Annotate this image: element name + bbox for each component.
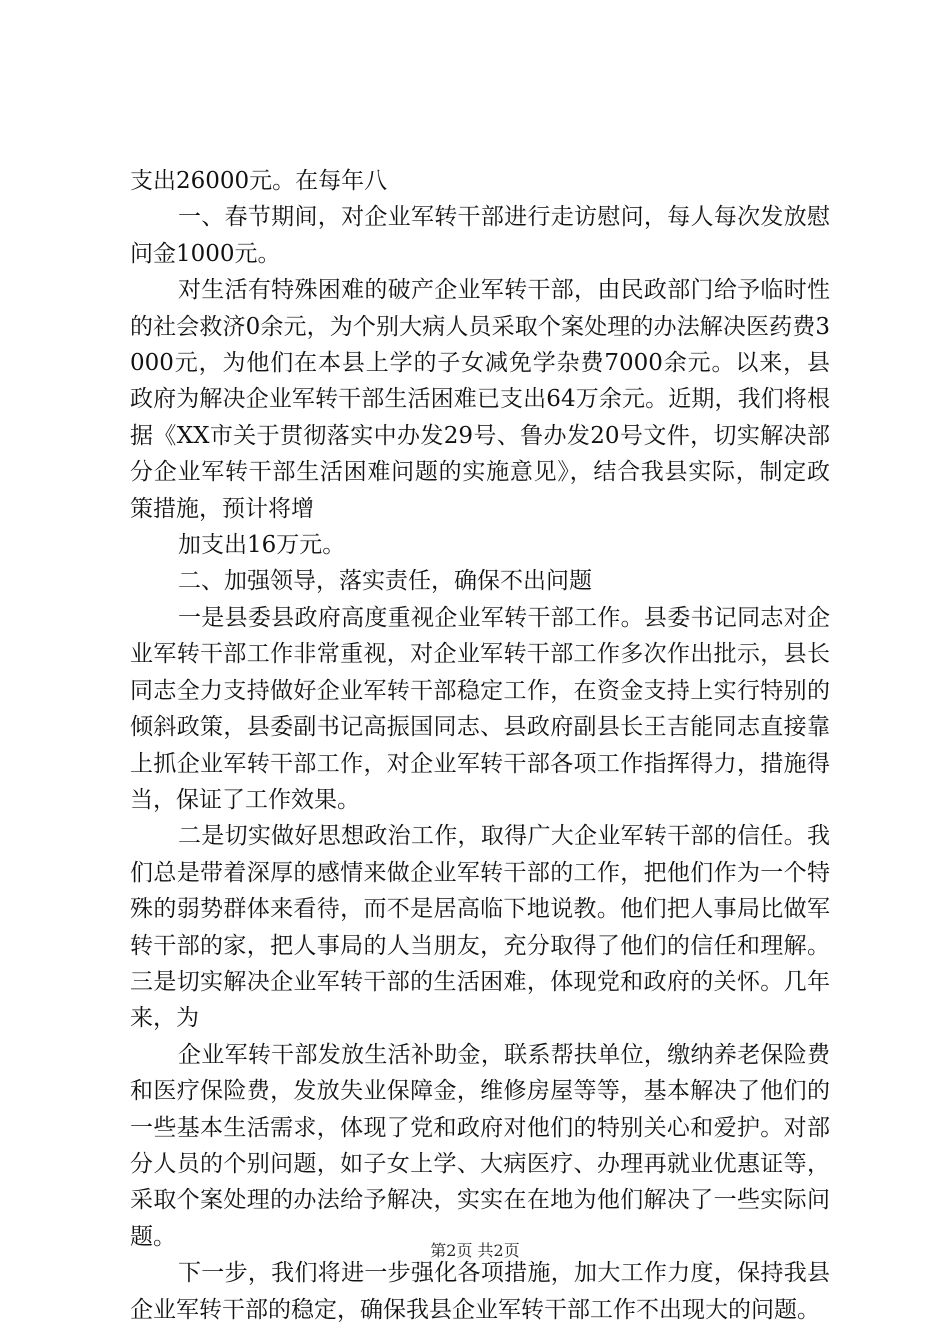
paragraph: 二是切实做好思想政治工作，取得广大企业军转干部的信任。我们总是带着深厚的感情来做企业军转干部的工作，把他们作为一个特殊的弱势群体来看待，而不是居高临下地说教。他们把人事局比做军转干部的家，把人事局的人当朋友，充分取得了他们的信任和理解。三是切实解决企业军转干部的生活困难，体现党和政府的关怀。几年来，为 xyxy=(130,823,830,1032)
paragraph: 一是县委县政府高度重视企业军转干部工作。县委书记同志对企业军转干部工作非常重视，对企业军转干部工作多次作出批示，县长同志全力支持做好企业军转干部稳定工作，在资金支持上实行特别的倾斜政策，县委副书记高振国同志、县政府副县长王吉能同志直接靠上抓企业军转干部工作，对企业军转干部各项工作指挥得力，措施得当，保证了工作效果。 xyxy=(130,604,830,813)
section-heading: 二、加强领导，落实责任，确保不出问题 xyxy=(178,568,592,595)
paragraph: 支出26000元。在每年八 xyxy=(130,168,388,194)
paragraph: 企业军转干部发放生活补助金，联系帮扶单位，缴纳养老保险费和医疗保险费，发放失业保障金，维修房屋等等，基本解决了他们的一些基本生活需求，体现了党和政府对他们的特别关心和爱护。对部分人员的个别问题，如子女上学、大病医疗、办理再就业优惠证等，采取个案处理的办法给予解决，实实在在地为他们解决了一些实际问题。 xyxy=(130,1041,830,1250)
paragraph: 加支出16万元。 xyxy=(178,532,346,559)
paragraph: 对生活有特殊困难的破产企业军转干部，由民政部门给予临时性的社会救济0余元，为个别大病人员采取个案处理的办法解决医药费3000元，为他们在本县上学的子女减免学杂费7000余元。以来，县政府为解决企业军转干部生活困难已支出64万余元。近期，我们将根据《XX市关于贯彻落实中办发29号、鲁办发20号文件，切实解决部分企业军转干部生活困难问题的实施意见》，结合我县实际，制定政策措施，预计将增 xyxy=(130,277,830,522)
document-body xyxy=(130,163,830,1328)
page-number-footer: 第2页 共2页 xyxy=(430,1241,520,1260)
paragraph: 下一步，我们将进一步强化各项措施，加大工作力度，保持我县企业军转干部的稳定，确保我县企业军转干部工作不出现大的问题。 xyxy=(130,1260,830,1323)
paragraph: 一、春节期间，对企业军转干部进行走访慰问，每人每次发放慰问金1000元。 xyxy=(130,204,830,267)
